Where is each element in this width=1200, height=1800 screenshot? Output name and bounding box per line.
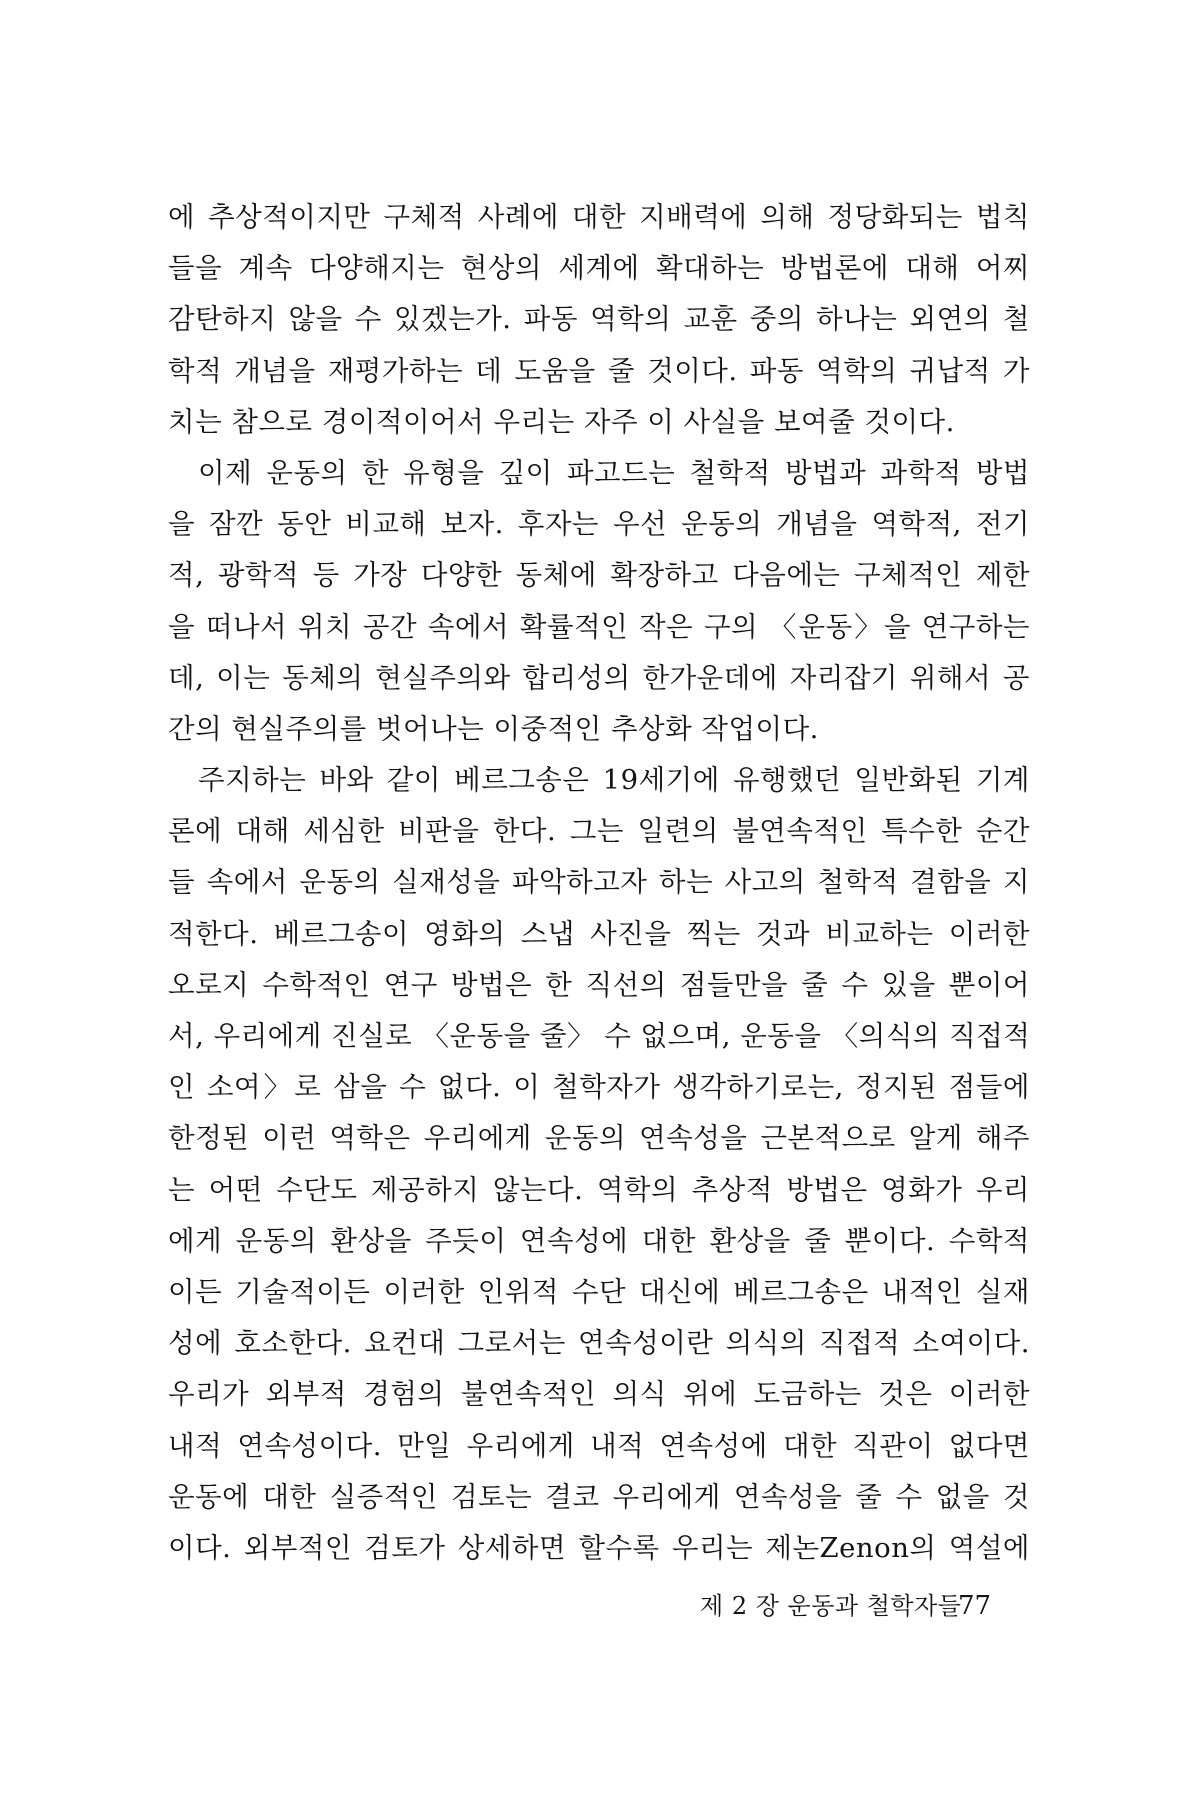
- text-line: 론에 대해 세심한 비판을 한다. 그는 일련의 불연속적인 특수한 순간: [168, 815, 1030, 848]
- paragraph-first-line: 이제 운동의 한 유형을 깊이 파고드는 철학적 방법과 과학적 방법: [198, 456, 1030, 489]
- text-line: 서, 우리에게 진실로 〈운동을 줄〉 수 없으며, 운동을 〈의식의 직접적: [168, 1020, 1030, 1052]
- body-text: [168, 192, 1030, 1574]
- text-line: 을 떠나서 위치 공간 속에서 확률적인 작은 구의 〈운동〉을 연구하는: [168, 610, 1030, 643]
- text-line: 에게 운동의 환상을 주듯이 연속성에 대한 환상을 줄 뿐이다. 수학적: [168, 1224, 1030, 1257]
- text-line: 한정된 이런 역학은 우리에게 운동의 연속성을 근본적으로 알게 해주: [168, 1122, 1030, 1155]
- text-line: 성에 호소한다. 요컨대 그로서는 연속성이란 의식의 직접적 소여이다.: [168, 1327, 1030, 1360]
- text-line: 학적 개념을 재평가하는 데 도움을 줄 것이다. 파동 역학의 귀납적 가: [168, 354, 1030, 387]
- paragraph-first-line: 주지하는 바와 같이 베르그송은 19세기에 유행했던 일반화된 기계: [198, 764, 1030, 797]
- text-line: 적, 광학적 등 가장 다양한 동체에 확장하고 다음에는 구체적인 제한: [168, 559, 1030, 592]
- text-line: 을 잠깐 동안 비교해 보자. 후자는 우선 운동의 개념을 역학적, 전기: [168, 508, 1030, 541]
- text-line: 우리가 외부적 경험의 불연속적인 의식 위에 도금하는 것은 이러한: [168, 1378, 1030, 1411]
- text-line: 적한다. 베르그송이 영화의 스냅 사진을 찍는 것과 비교하는 이러한: [168, 917, 1030, 950]
- text-line: 이든 기술적이든 이러한 인위적 수단 대신에 베르그송은 내적인 실재: [168, 1275, 1030, 1308]
- text-line: 들을 계속 다양해지는 현상의 세계에 확대하는 방법론에 대해 어찌: [168, 252, 1030, 285]
- page-footer: [0, 1586, 1200, 1626]
- running-head: 제 2 장 운동과 철학자들: [700, 1592, 962, 1620]
- text-line: 데, 이는 동체의 현실주의와 합리성의 한가운데에 자리잡기 위해서 공: [168, 661, 1030, 694]
- text-line: 이다. 외부적인 검토가 상세하면 할수록 우리는 제논Zenon의 역설에: [168, 1531, 1030, 1564]
- text-line: 들 속에서 운동의 실재성을 파악하고자 하는 사고의 철학적 결함을 지: [168, 866, 1030, 899]
- text-line: 에 추상적이지만 구체적 사례에 대한 지배력에 의해 정당화되는 법칙: [168, 201, 1030, 233]
- text-line: 는 어떤 수단도 제공하지 않는다. 역학의 추상적 방법은 영화가 우리: [168, 1173, 1030, 1206]
- text-line: 오로지 수학적인 연구 방법은 한 직선의 점들만을 줄 수 있을 뿐이어: [168, 968, 1030, 1001]
- text-line: 간의 현실주의를 벗어나는 이중적인 추상화 작업이다.: [168, 712, 819, 745]
- page-number: 77: [958, 1591, 992, 1621]
- text-line: 감탄하지 않을 수 있겠는가. 파동 역학의 교훈 중의 하나는 외연의 철: [168, 303, 1030, 336]
- text-line: 치는 참으로 경이적이어서 우리는 자주 이 사실을 보여줄 것이다.: [168, 405, 955, 438]
- text-line: 인 소여〉로 삼을 수 없다. 이 철학자가 생각하기로는, 정지된 점들에: [168, 1071, 1030, 1104]
- text-line: 운동에 대한 실증적인 검토는 결코 우리에게 연속성을 줄 수 없을 것: [168, 1480, 1030, 1513]
- text-line: 내적 연속성이다. 만일 우리에게 내적 연속성에 대한 직관이 없다면: [168, 1429, 1030, 1462]
